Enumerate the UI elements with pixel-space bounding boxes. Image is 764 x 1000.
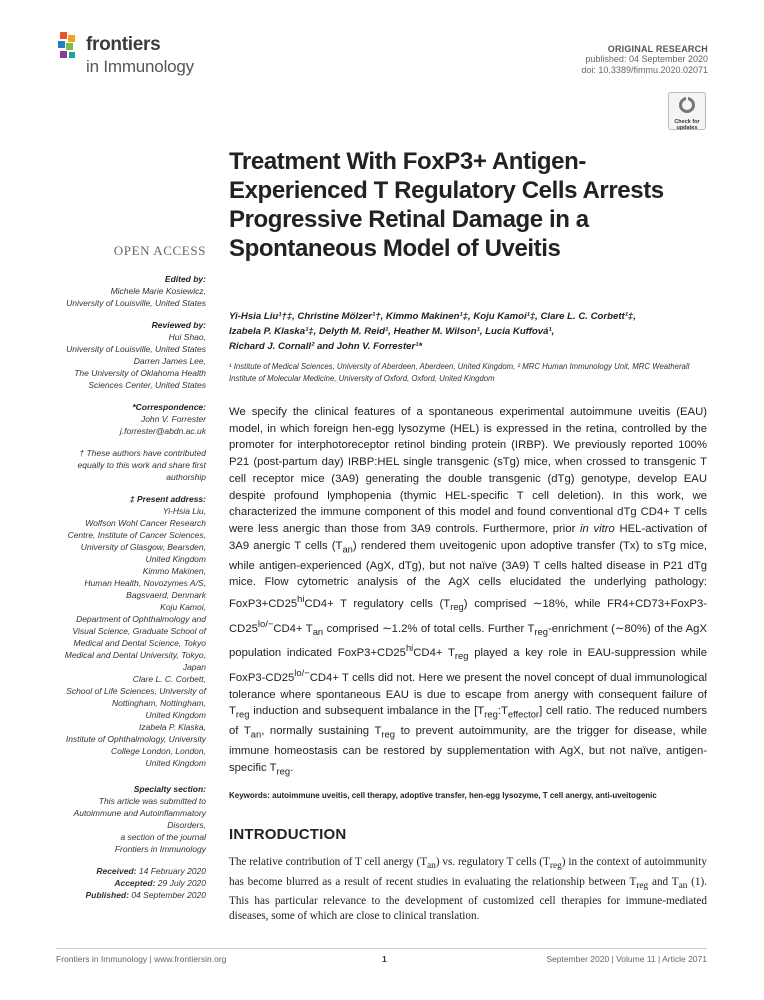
specialty-line: Autoimmune and Autoinflammatory — [73, 808, 206, 818]
reviewer-line: Sciences Center, United States — [88, 380, 206, 390]
doi-link[interactable]: doi: 10.3389/fimmu.2020.02071 — [581, 65, 708, 75]
specialty-heading: Specialty section: — [133, 784, 206, 794]
published-date-sidebar — [56, 889, 206, 901]
present-address-line: Centre, Institute of Cancer Sciences, — [67, 530, 206, 540]
equal-contribution-note: † These authors have contributed — [79, 448, 206, 458]
present-address-line: Yi-Hsia Liu, — [162, 506, 206, 516]
reviewer-line: Hui Shao, — [168, 332, 206, 342]
present-address-line: Nottingham, Nottingham, — [111, 698, 206, 708]
present-address-line: Wolfson Wohl Cancer Research — [85, 518, 206, 528]
present-address-line: Koju Kamoi, — [160, 602, 206, 612]
present-address-line: Clare L. C. Corbett, — [132, 674, 206, 684]
specialty-line: a section of the journal — [120, 832, 206, 842]
present-address-line: Medical and Dental University, Tokyo, — [64, 650, 206, 660]
author-list — [229, 309, 709, 354]
journal-name-secondary: in Immunology — [86, 57, 194, 76]
published-label: Published: — [85, 890, 129, 900]
published-value: 04 September 2020 — [131, 890, 206, 900]
equal-contribution-note: authorship — [166, 472, 206, 482]
abstract: We specify the clinical features of a spontaneous experimental autoimmune uveitis (EAU) model, in which foreign hen-egg lysozyme (HEL) is expressed in the retina, controlled by the promoter for interphotoreceptor retinol binding protein (IRBP). We previously reported 100% P21 (post-partum day) IRBP:HEL single transgenic (sTg) mice, when crossed to transgenic T cell receptor mice (3A9) generating the double transgenic (dTg) genotype, develop EAU despite profound lymphopenia (thymic HEL-specific T cell deletion). In this work, we characterized the immune component of this model and found conventional dTg CD4+ T cells were less anergic than those from 3A9 controls. Furthermore, prior in vitro HEL-activation of 3A9 anergic T cells $(T_{an})$ rendered them uveitogenic upon adoptive transfer (Tx) to sTg mice, while antigen-experienced (AgX, dTg), but not naïve (3A9) T cells halted disease in P21 dTg mice. Flow cytometric analysis of the AgX cells elucidated the underlying pathology: $FoxP3+CD25^{hi}CD4+ T$ regulatory cells $(T_{reg})$ comprised ∼18%, while $FR4+CD73+FoxP3-CD25^{lo/-}CD4+ T_{an}$ comprised ∼1.2% of total cells. Further $T_{reg}$-enrichment (∼80%) of the AgX population indicated $FoxP3+CD25^{hi}CD4+ T_{reg}$ played a key role in EAU-suppression while $FoxP3-CD25^{lo/-}CD4+ T$ cells did not. Here we present the novel concept of dual immunological tolerance where spontaneous EAU is due to escape from anergy with consequent failure of $T_{reg}$ induction and subsequent imbalance in the $[T_{reg}:T_{effector}]$ cell ratio. The reduced numbers of $T_{an}$, normally sustaining $T_{reg}$ to prevent autoimmunity, are the trigger for disease, while immune homeostasis can be restored by supplementation with AgX, but not naïve, antigen-specific $T_{reg}$. — [229, 406, 707, 777]
specialty-line: Disorders, — [167, 820, 206, 830]
present-address-line: United Kingdom — [145, 758, 206, 768]
correspondence-email-link[interactable]: j.forrester@abdn.ac.uk — [119, 426, 206, 436]
present-address-line: Japan — [182, 662, 206, 672]
article-sidebar — [56, 245, 206, 901]
correspondence-name: John V. Forrester — [140, 414, 206, 424]
accepted-date — [56, 877, 206, 889]
received-date — [56, 865, 206, 877]
page-number: 1 — [382, 954, 387, 964]
present-address-line: Kimmo Makinen, — [142, 566, 206, 576]
page-footer — [56, 948, 707, 964]
citation-link[interactable]: 1 — [694, 875, 701, 888]
specialty-line: This article was submitted to — [98, 796, 206, 806]
published-date: published: 04 September 2020 — [585, 54, 708, 64]
keywords-list: autoimmune uveitis, cell therapy, adoptive transfer, hen-egg lysozyme, T cell anergy, anti-uveitogenic — [272, 791, 657, 800]
check-updates-icon — [678, 96, 696, 114]
article-title: Treatment With FoxP3+ Antigen-Experienced T Regulatory Cells Arrests Progressive Retinal Damage in a Spontaneous Model of Uveitis — [229, 148, 664, 262]
specialty-line: Frontiers in Immunology — [114, 844, 206, 854]
accepted-label: Accepted: — [114, 878, 156, 888]
affiliations: ¹ Institute of Medical Sciences, University of Aberdeen, Aberdeen, United Kingdom, ² MRC Human Immunology Unit, MRC Weatherall Institute of Molecular Medicine, University of Oxford, Oxford, United Kingdom — [229, 362, 690, 383]
introduction-text: The relative contribution of T cell anergy $(T_{an})$ vs. regulatory T cells $(T_{reg})$ in the context of autoimmunity has become blurred as a result of recent studies in evaluating the relationship between $T_{reg}$ and $T_{an}$ (1). This has particular relevance to the development of customized cell therapies for immune-mediated diseases, some of which are close to clinical translation. — [229, 856, 707, 923]
frontiers-logo-icon — [56, 32, 82, 62]
article-header-meta — [581, 44, 708, 76]
authors-line: Yi-Hsia Liu¹†‡, Christine Mölzer¹†, Kimmo Makinen¹‡, Koju Kamoi¹‡, Clare L. C. Corbett¹‡, — [229, 311, 636, 322]
editor-line: University of Louisville, United States — [66, 298, 206, 308]
present-address-line: United Kingdom — [145, 554, 206, 564]
article-dates — [56, 865, 206, 901]
present-address-line: Human Health, Novozymes A/S, — [84, 578, 206, 588]
open-access-label: OPEN ACCESS — [113, 243, 206, 258]
received-value: 14 February 2020 — [138, 866, 206, 876]
editor-line: Michele Marie Kosiewicz, — [110, 286, 206, 296]
present-address-line: Bagsvaerd, Denmark — [126, 590, 206, 600]
check-updates-label-1: Check for — [674, 119, 700, 125]
journal-name-primary: frontiers — [86, 34, 161, 55]
present-address-line: School of Life Sciences, University of — [66, 686, 206, 696]
present-address-line: University of Glasgow, Bearsden, — [80, 542, 206, 552]
journal-logo[interactable] — [56, 32, 256, 80]
reviewer-line: Darren James Lee, — [133, 356, 206, 366]
authors-line: Richard J. Cornall² and John V. Forrester¹* — [229, 341, 423, 352]
reviewed-by-heading: Reviewed by: — [151, 320, 206, 330]
authors-line: Izabela P. Klaska¹‡, Delyth M. Reid¹, Heather M. Wilson¹, Lucia Kuffová¹, — [229, 326, 555, 337]
keywords-label: Keywords: — [229, 791, 270, 800]
footer-issue-info: September 2020 | Volume 11 | Article 2071 — [546, 954, 707, 964]
accepted-value: 29 July 2020 — [157, 878, 206, 888]
present-address-line: Izabela P. Klaska, — [139, 722, 206, 732]
section-heading-introduction: INTRODUCTION — [229, 826, 347, 843]
correspondence-heading: *Correspondence: — [132, 402, 206, 412]
check-updates-label-2: updates — [676, 125, 698, 131]
equal-contribution-note: equally to this work and share first — [77, 460, 206, 470]
check-for-updates-button[interactable] — [668, 92, 706, 130]
footer-journal-link[interactable]: Frontiers in Immunology | www.frontiersin.org — [56, 954, 227, 964]
present-address-line: United Kingdom — [145, 710, 206, 720]
present-address-heading: ‡ Present address: — [129, 494, 206, 504]
edited-by-heading: Edited by: — [164, 274, 206, 284]
keywords — [229, 790, 707, 801]
received-label: Received: — [96, 866, 137, 876]
present-address-line: Institute of Ophthalmology, University — [65, 734, 206, 744]
present-address-line: Visual Science, Graduate School of — [72, 626, 206, 636]
present-address-line: Department of Ophthalmology and — [76, 614, 206, 624]
present-address-line: College London, London, — [111, 746, 206, 756]
article-type: ORIGINAL RESEARCH — [607, 44, 708, 54]
present-address-line: Medical and Dental Science, Tokyo — [73, 638, 206, 648]
reviewer-line: The University of Oklahoma Health — [74, 368, 206, 378]
reviewer-line: University of Louisville, United States — [66, 344, 206, 354]
